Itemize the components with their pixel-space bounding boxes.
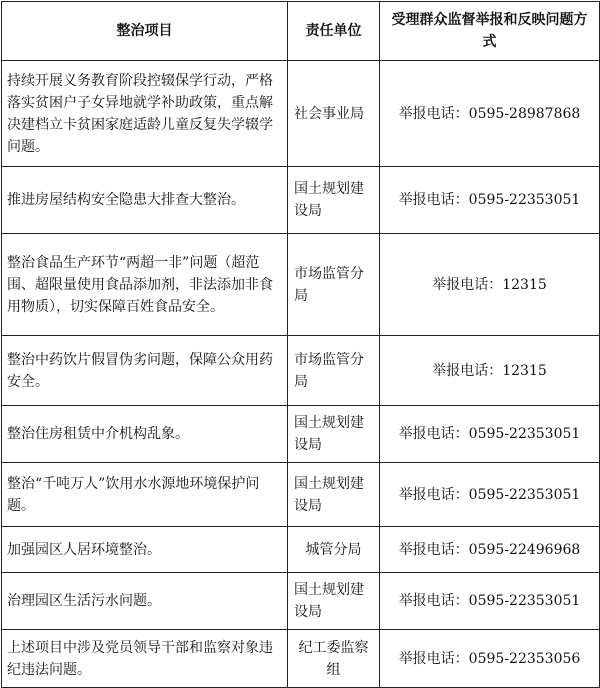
project-cell: 整治食品生产环节“两超一非”问题（超范围、超限量使用食品添加剂，非法添加非食用物质），切实保障百姓食品安全。 [2,234,288,336]
contact-cell: 举报电话：12315 [380,336,600,406]
contact-cell: 举报电话：0595-22353051 [380,167,600,234]
project-cell: 治理园区生活污水问题。 [2,573,288,630]
unit-cell: 市场监管分局 [288,336,380,406]
contact-cell: 举报电话：0595-22353056 [380,630,600,688]
table-row [2,463,600,527]
table-row [2,573,600,630]
project-cell: 整治中药饮片假冒伪劣问题，保障公众用药安全。 [2,336,288,406]
project-cell: 整治“千吨万人”饮用水水源地环境保护问题。 [2,463,288,527]
project-cell: 整治住房租赁中介机构乱象。 [2,406,288,463]
header-contact: 受理群众监督举报和反映问题方式 [380,2,600,61]
table-row [2,167,600,234]
contact-cell: 举报电话：0595-22496968 [380,527,600,573]
project-cell: 推进房屋结构安全隐患大排查大整治。 [2,167,288,234]
project-cell: 上述项目中涉及党员领导干部和监察对象违纪违法问题。 [2,630,288,688]
contact-cell: 举报电话：0595-22353051 [380,573,600,630]
unit-cell: 城管分局 [288,527,380,573]
unit-cell: 国土规划建设局 [288,463,380,527]
table-header-row [2,2,600,61]
contact-cell: 举报电话：12315 [380,234,600,336]
header-project: 整治项目 [2,2,288,61]
table-row [2,406,600,463]
unit-cell: 社会事业局 [288,61,380,167]
table-row [2,630,600,688]
contact-cell: 举报电话：0595-22353051 [380,406,600,463]
table-row [2,234,600,336]
unit-cell: 国土规划建设局 [288,406,380,463]
contact-cell: 举报电话：0595-22353051 [380,463,600,527]
unit-cell: 市场监管分局 [288,234,380,336]
unit-cell: 国土规划建设局 [288,167,380,234]
project-cell: 持续开展义务教育阶段控辍保学行动，严格落实贫困户子女异地就学补助政策，重点解决建档立卡贫困家庭适龄儿童反复失学辍学问题。 [2,61,288,167]
project-cell: 加强园区人居环境整治。 [2,527,288,573]
unit-cell: 国土规划建设局 [288,573,380,630]
unit-cell: 纪工委监察组 [288,630,380,688]
table-row [2,527,600,573]
contact-cell: 举报电话：0595-28987868 [380,61,600,167]
rectification-table [1,1,600,688]
header-unit: 责任单位 [288,2,380,61]
table-row [2,61,600,167]
table-row [2,336,600,406]
